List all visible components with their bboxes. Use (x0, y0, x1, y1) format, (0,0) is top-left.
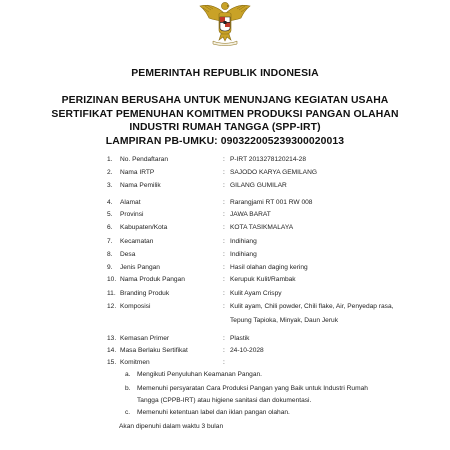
field-row (0, 345, 450, 356)
field-label: Provinsi (120, 211, 144, 218)
field-colon: : (223, 303, 225, 310)
field-colon: : (223, 169, 225, 176)
field-label: Kabupaten/Kota (120, 224, 168, 231)
field-colon: : (223, 156, 225, 163)
field-number: 15. (107, 359, 117, 366)
field-label: Alamat (120, 199, 141, 206)
field-number: 13. (107, 335, 117, 342)
field-value: Plastik (230, 335, 250, 342)
field-row (0, 274, 450, 285)
field-colon: : (223, 359, 225, 366)
field-number: 1. (107, 156, 113, 163)
commitment-item-continued (0, 395, 450, 406)
field-label: Masa Berlaku Sertifikat (120, 347, 188, 354)
government-heading (0, 67, 450, 81)
field-label: Desa (120, 251, 136, 258)
field-number: 9. (107, 264, 113, 271)
field-row (0, 249, 450, 260)
field-label: Komposisi (120, 303, 151, 310)
field-number: 10. (107, 276, 117, 283)
field-value: Rarangjami RT 001 RW 008 (230, 199, 313, 206)
field-row (0, 209, 450, 220)
field-number: 12. (107, 303, 117, 310)
title-line-1: PERIZINAN BERUSAHA UNTUK MENUNJANG KEGIATAN USAHA (61, 95, 389, 106)
field-row (0, 288, 450, 299)
field-row (0, 222, 450, 233)
commitment-text: Memenuhi persyaratan Cara Produksi Pangan yang Baik untuk Industri Rumah (137, 385, 368, 392)
field-value: 24-10-2028 (230, 347, 264, 354)
field-number: 11. (107, 290, 116, 297)
commitment-letter: b. (125, 385, 131, 392)
field-colon: : (223, 264, 225, 271)
field-value: P-IRT 2013278120214-28 (230, 156, 307, 163)
field-value: KOTA TASIKMALAYA (230, 224, 294, 231)
title-line-2: SERTIFIKAT PEMENUHAN KOMITMEN PRODUKSI PANGAN OLAHAN (51, 108, 399, 120)
field-row (0, 154, 450, 165)
government-name: PEMERINTAH REPUBLIK INDONESIA (131, 68, 319, 79)
field-colon: : (223, 335, 225, 342)
commitment-text: Tangga (CPPB-IRT) atau higiene sanitasi dan dokumentasi. (137, 397, 312, 404)
field-label: Kemasan Primer (120, 335, 170, 342)
field-colon: : (223, 182, 225, 189)
field-value: JAWA BARAT (230, 211, 271, 218)
field-number: 8. (107, 251, 113, 258)
field-colon: : (223, 199, 225, 206)
field-colon: : (223, 276, 225, 283)
field-label: Jenis Pangan (120, 264, 160, 271)
field-value: Kerupuk Kulit/Rambak (230, 276, 296, 283)
field-row (0, 180, 450, 191)
field-label: Komitmen (120, 359, 150, 366)
field-value: SAJODO KARYA GEMILANG (230, 169, 317, 176)
field-colon: : (223, 211, 225, 218)
field-label: Branding Produk (120, 290, 170, 297)
field-colon: : (223, 238, 225, 245)
field-value: Indihiang (230, 251, 257, 258)
commitment-text: Mengikuti Penyuluhan Keamanan Pangan. (137, 371, 263, 378)
field-colon: : (223, 290, 225, 297)
field-row (0, 262, 450, 273)
field-number: 7. (107, 238, 113, 245)
commitment-letter: c. (125, 409, 131, 416)
field-label: Nama Pemilik (120, 182, 161, 189)
field-number: 5. (107, 211, 113, 218)
commitment-item (0, 383, 450, 394)
garuda-emblem-icon (197, 0, 253, 46)
field-value: Indihiang (230, 238, 257, 245)
commitment-text: Memenuhi ketentuan label dan iklan pangan olahan. (137, 409, 290, 416)
field-value: Hasil olahan daging kering (230, 264, 308, 271)
field-row (0, 236, 450, 247)
commitment-item (0, 407, 450, 418)
field-value: Kulit Ayam Crispy (230, 290, 282, 297)
field-number: 2. (107, 169, 113, 176)
field-number: 14. (107, 347, 117, 354)
field-label: Nama Produk Pangan (120, 276, 185, 283)
field-number: 6. (107, 224, 113, 231)
title-line-3: INDUSTRI RUMAH TANGGA (SPP-IRT) (129, 122, 321, 133)
field-row (0, 197, 450, 208)
commitment-letter: a. (125, 371, 131, 378)
field-row (0, 167, 450, 178)
commitment-deadline-note: Akan dipenuhi dalam waktu 3 bulan (119, 423, 224, 430)
field-row (0, 301, 450, 312)
field-row (0, 333, 450, 344)
certificate-title (0, 94, 450, 148)
commitment-item (0, 369, 450, 380)
title-line-4: LAMPIRAN PB-UMKU: 090322005239300020013 (105, 135, 345, 147)
field-label: Nama IRTP (120, 169, 155, 176)
composition-continued: Tepung Tapioka, Minyak, Daun Jeruk (230, 317, 339, 324)
field-number: 3. (107, 182, 113, 189)
field-number: 4. (107, 199, 113, 206)
field-value: Kulit ayam, Chili powder, Chili flake, Air, Penyedap rasa, (230, 303, 394, 310)
field-value: GILANG GUMILAR (230, 182, 287, 189)
field-row (0, 357, 450, 368)
field-colon: : (223, 224, 225, 231)
field-label: No. Pendaftaran (120, 156, 169, 163)
field-colon: : (223, 347, 225, 354)
field-colon: : (223, 251, 225, 258)
field-label: Kecamatan (120, 238, 154, 245)
